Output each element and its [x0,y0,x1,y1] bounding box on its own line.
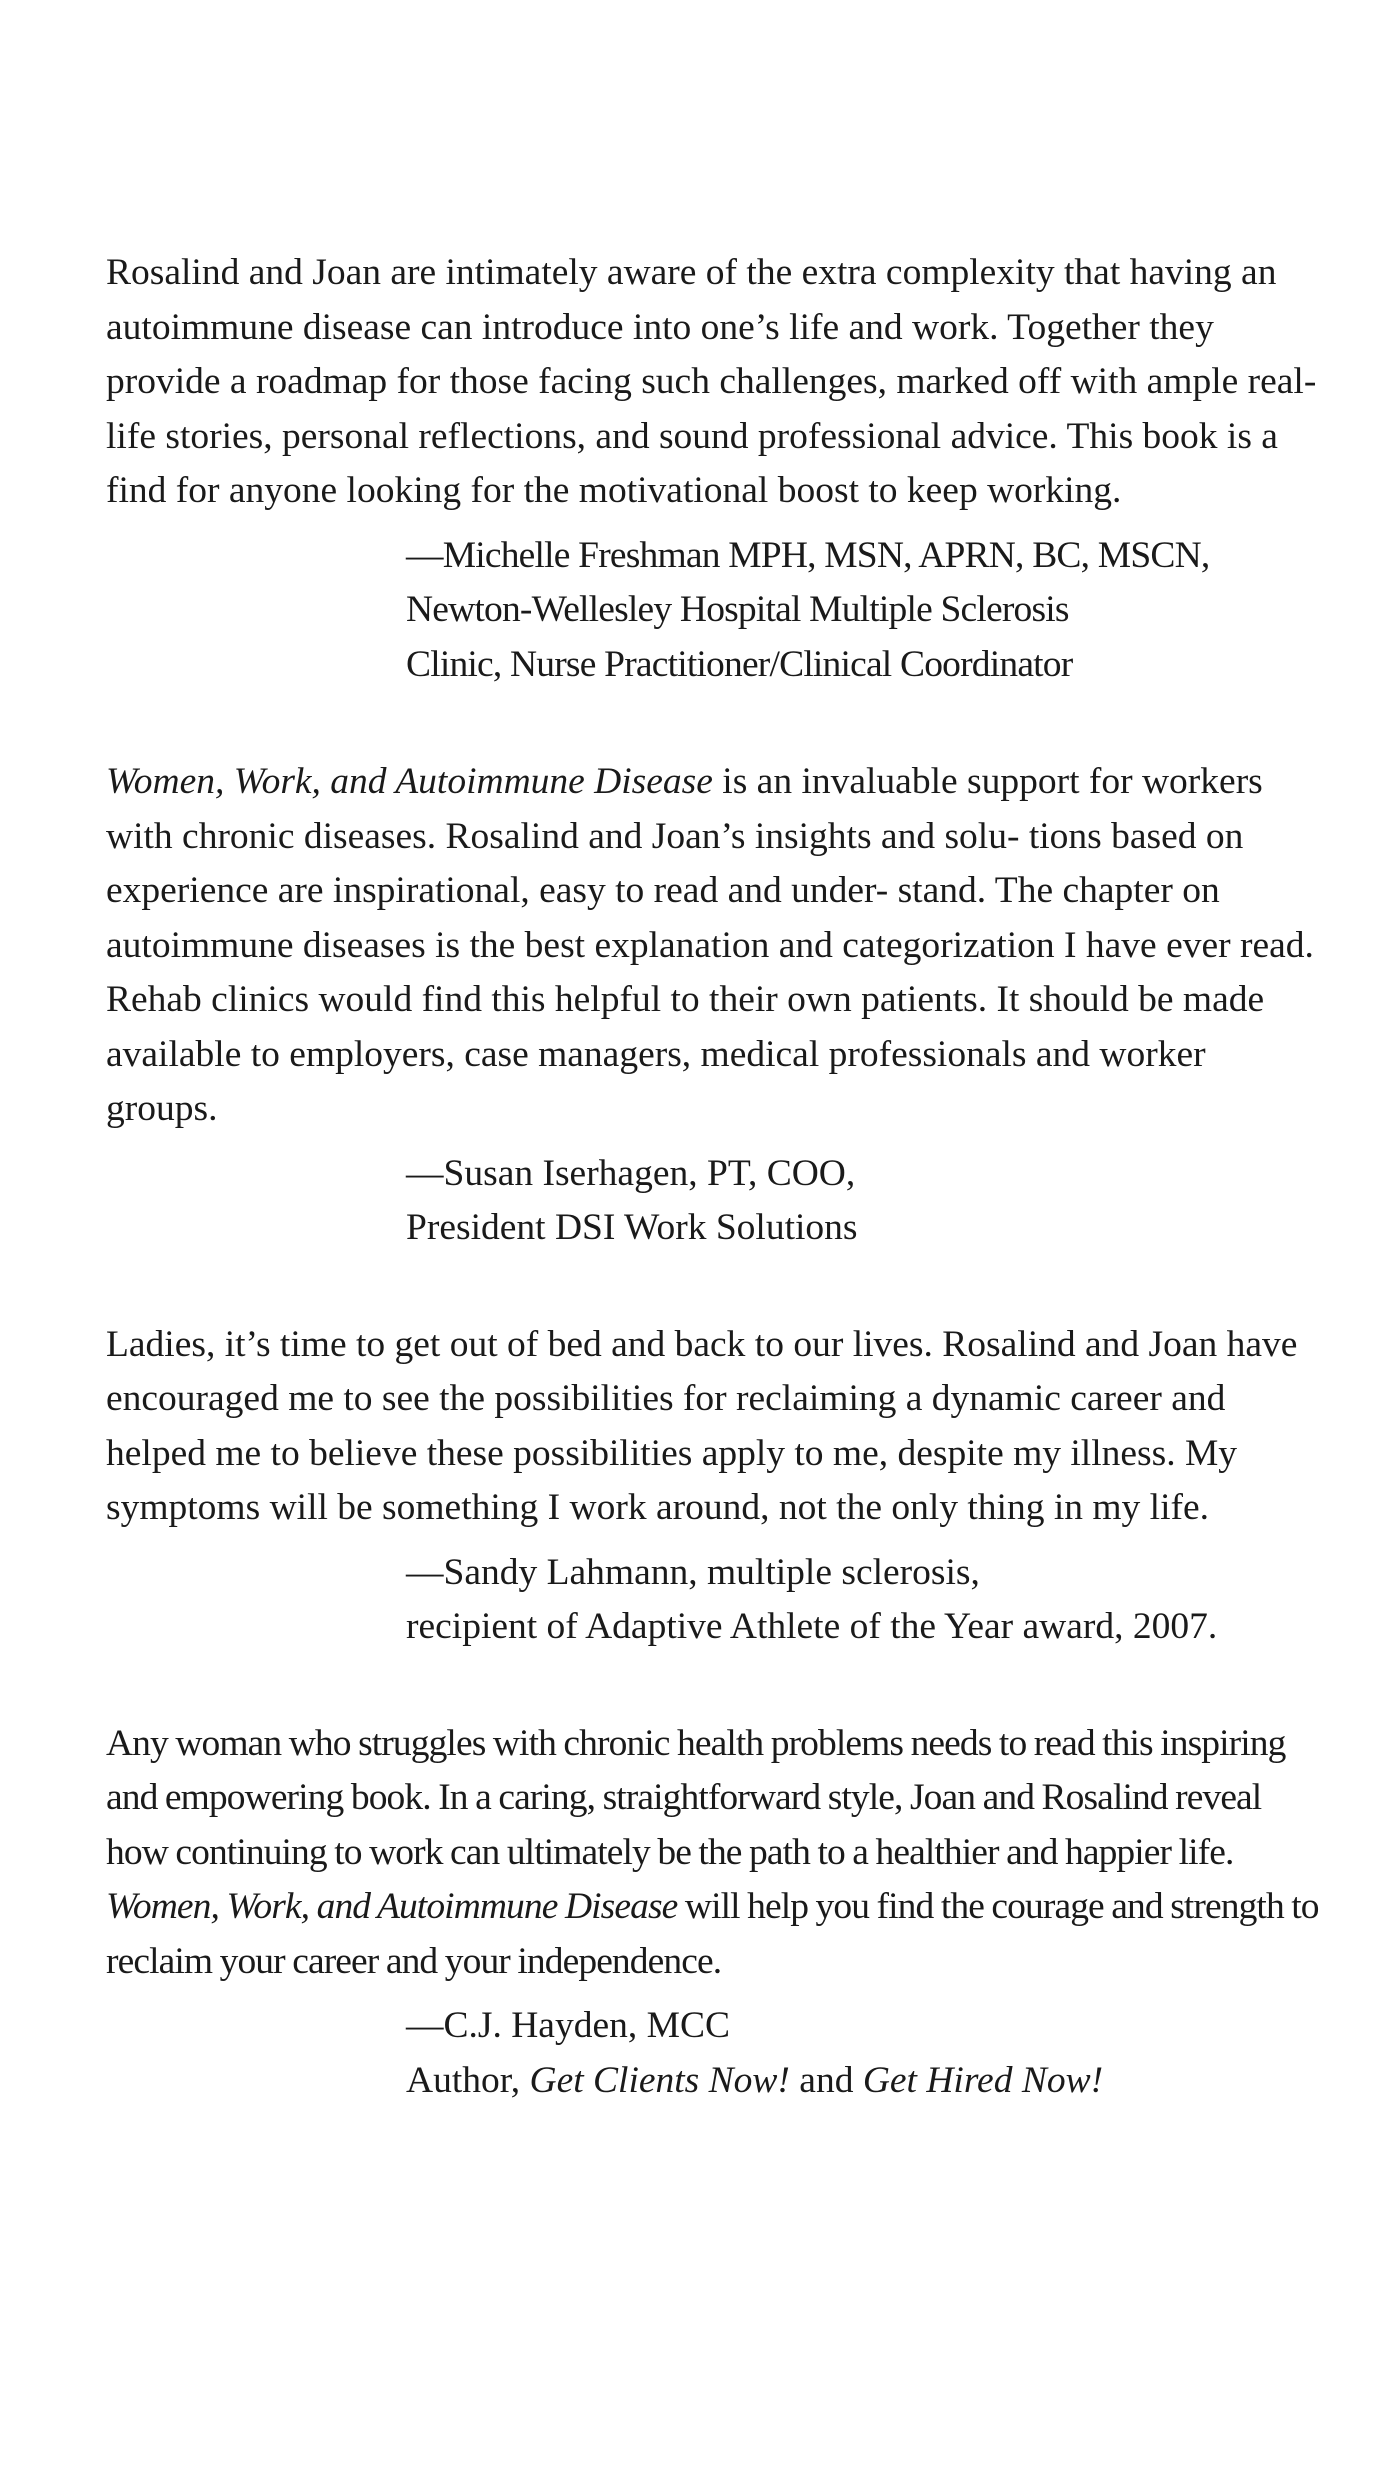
endorsement-quote [106,755,1326,1137]
book-title: Women, Work, and Autoimmune Disease [106,1886,678,1927]
attribution-role: Clinic, Nurse Practitioner/Clinical Coordinator [406,643,1073,685]
endorsement-attribution [406,1999,1326,2108]
attribution-author-prefix: Author, [406,2059,530,2101]
attribution-name: —Susan Iserhagen, PT, COO, [406,1152,856,1194]
endorsement-quote-text: will help you find the courage and strength to reclaim your career and your independence. [106,1886,1319,1982]
attribution-name: —Michelle Freshman MPH, MSN, APRN, BC, MSCN, [406,534,1210,576]
endorsement-lahmann [106,1318,1326,1655]
attribution-name: —C.J. Hayden, MCC [406,2005,730,2046]
attribution-affiliation: recipient of Adaptive Athlete of the Year award, 2007. [406,1606,1218,1647]
attribution-affiliation: President DSI Work Solutions [406,1207,858,1248]
endorsement-freshman [106,246,1326,692]
endorsement-quote: Ladies, it’s time to get out of bed and back to our lives. Rosalind and Joan have encouraged me to see the possibilities for reclaiming a dynamic career and helped me to believe these possibilities apply to me, despite my illness. My symptoms will be something I work around, not the only thing in my life. [106,1323,1298,1528]
endorsement-attribution [406,1546,1326,1655]
book-title: Get Hired Now! [862,2059,1104,2101]
endorsement-attribution [406,1147,1326,1256]
attribution-affiliation: Newton-Wellesley Hospital Multiple Sclerosis [406,589,1069,630]
attribution-name: —Sandy Lahmann, multiple sclerosis, [406,1551,980,1593]
endorsement-quote-text: Any woman who struggles with chronic health problems needs to read this inspiring and empowering book. In a caring, straightforward style, Joan and Rosalind reveal how continuing to work can ultimately be the path to a healthier and happier life. [106,1722,1286,1873]
attribution-and: and [789,2059,863,2101]
attribution-affiliation [406,2054,1326,2109]
endorsements-page [106,246,1326,2168]
book-title: Get Clients Now! [529,2059,790,2101]
endorsement-iserhagen [106,755,1326,1256]
endorsement-hayden [106,1717,1326,2109]
endorsement-quote [106,1717,1326,1990]
endorsement-quote-text: is an invaluable support for workers with chronic diseases. Rosalind and Joan’s insights and solu- tions based on experience are inspirational, easy to read and under- stand. The chapter on autoimmune diseases is the best explanation and categorization I have ever read. Rehab clinics would find this helpful to their own patients. It should be made available to employers, case managers, medical professionals and worker groups. [106,761,1314,1129]
book-title: Women, Work, and Autoimmune Disease [106,761,713,802]
endorsement-quote: Rosalind and Joan are intimately aware of the extra complexity that having an autoimmune disease can introduce into one’s life and work. Together they provide a roadmap for those facing such challenges, marked off with ample real-life stories, personal reflections, and sound professional advice. This book is a find for anyone looking for the motivational boost to keep working. [106,252,1317,511]
endorsement-attribution [406,529,1326,693]
